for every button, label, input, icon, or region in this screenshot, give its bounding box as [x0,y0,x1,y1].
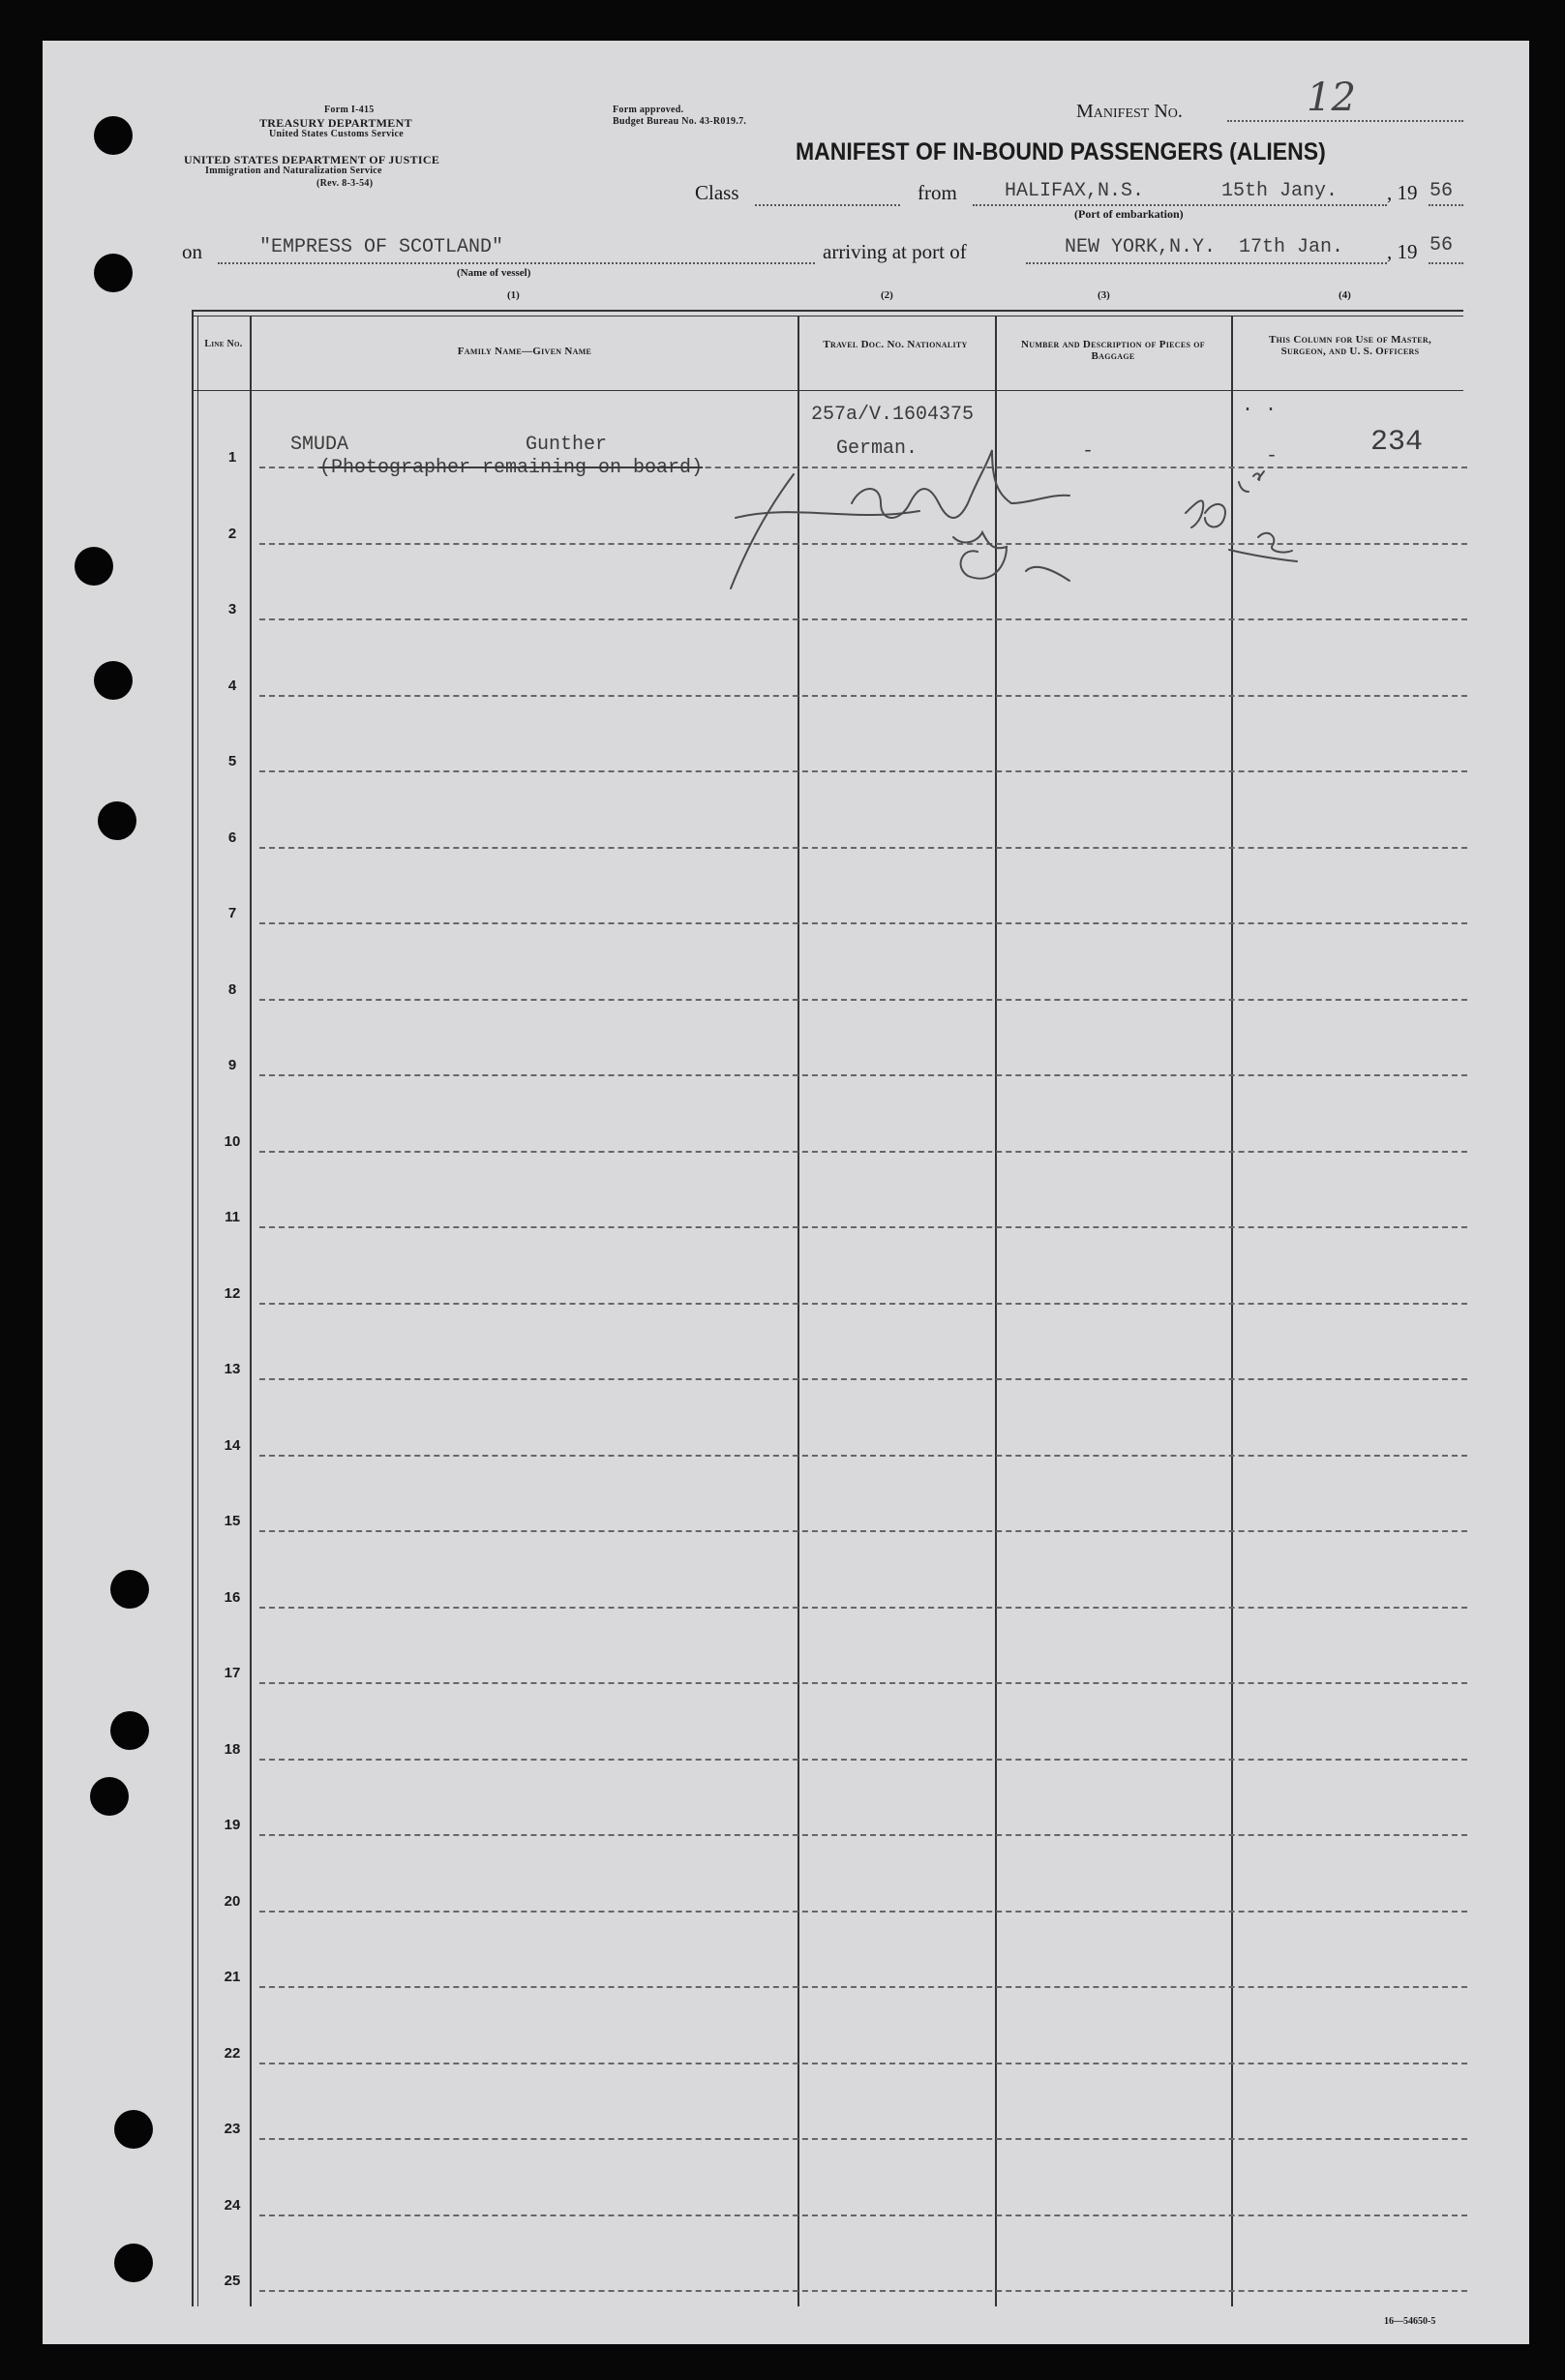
punch-hole [114,2244,153,2282]
punch-hole [110,1711,149,1750]
port-embarkation-line [973,204,1387,206]
manifest-number-line [1227,120,1463,122]
arriving-label: arriving at port of [823,240,967,263]
table-row-line [259,1226,1467,1228]
row-number: 11 [225,1209,240,1225]
punch-hole [114,2110,153,2149]
column-header-officers: This Column for Use of Master, Surgeon, and U. S. Officers [1268,334,1431,357]
row-number: 23 [224,2121,241,2137]
table-row-line [259,1834,1467,1836]
footer-code: 16—54650-5 [1384,2316,1436,2327]
given-name: Gunther [526,434,608,456]
table-left-border-inner [197,316,198,2306]
from-label: from [918,181,957,204]
row-number: 25 [224,2273,241,2289]
punch-hole [110,1570,149,1609]
row-number: 13 [224,1361,241,1377]
column-header-baggage: Number and Description of Pieces of Baggage [1021,339,1205,362]
column-number: (3) [1098,289,1110,301]
row-number: 15 [224,1513,241,1529]
page-title: MANIFEST OF IN-BOUND PASSENGERS (ALIENS) [796,138,1326,166]
table-row-line [259,1378,1467,1380]
table-row-line [259,1986,1467,1988]
arrival-port: NEW YORK,N.Y. [1065,236,1217,258]
officer-marks: . . [1242,395,1278,417]
table-row-line [259,999,1467,1001]
row-number: 18 [224,1740,241,1758]
form-revision: (Rev. 8-3-54) [316,178,374,189]
passenger-remark: (Photographer remaining on board) [319,457,704,479]
column-divider [250,316,252,2306]
family-name: SMUDA [290,434,349,456]
justice-department: UNITED STATES DEPARTMENT OF JUSTICE [184,153,440,166]
officer-note: 234 [1370,426,1424,459]
row-number: 2 [227,525,237,542]
row-number: 9 [227,1057,237,1073]
table-header-rule [192,390,1463,391]
punch-hole [94,661,133,700]
row-number: 1 [227,449,237,466]
table-row-line [259,2138,1467,2140]
arrival-year-prefix: , 19 [1387,240,1418,263]
column-number: (4) [1339,289,1351,301]
row-number: 6 [227,828,237,846]
travel-document-number: 257a/V.1604375 [811,404,975,426]
vessel-line [218,262,815,264]
punch-hole [94,254,133,292]
on-label: on [182,240,202,263]
manifest-sheet [43,41,1529,2344]
table-left-border [192,310,194,2306]
table-row-line [259,847,1467,849]
table-row-line [259,1682,1467,1684]
row-number: 3 [227,601,237,618]
column-divider [1231,316,1233,2306]
row-number: 4 [227,677,237,694]
row-number: 21 [224,1969,241,1985]
officer-marks: - [1266,445,1279,467]
column-number: (1) [507,289,520,301]
table-row-line [259,2063,1467,2064]
nationality: German. [836,437,918,460]
vessel-name: "EMPRESS OF SCOTLAND" [259,236,504,258]
manifest-number-value: 12 [1307,75,1356,120]
form-number: Form I-415 [324,105,375,115]
arrival-date: 17th Jan. [1239,236,1344,258]
table-row-line [259,2290,1467,2292]
class-label: Class [695,181,739,204]
table-row-line [259,922,1467,924]
row-number: 17 [224,1665,241,1681]
table-row-line [259,1455,1467,1457]
departure-year-line [1429,204,1463,206]
row-number: 19 [224,1817,241,1833]
table-row-line [259,1607,1467,1609]
arrival-year-line [1429,262,1463,264]
arrival-year: 56 [1430,234,1454,256]
punch-hole [94,116,133,155]
column-number: (2) [881,289,893,301]
class-line [755,204,900,206]
table-row-line [259,2214,1467,2216]
column-header-travel-doc: Travel Doc. No. Nationality [823,339,968,350]
column-header-line: Line No. [204,339,243,349]
form-approved: Form approved. [613,105,684,115]
punch-hole [90,1777,129,1816]
column-divider [798,316,799,2306]
row-number: 20 [224,1892,241,1910]
table-row-line [259,1911,1467,1913]
row-number: 8 [227,980,237,998]
table-top-rule [192,310,1463,312]
table-row-line [259,1530,1467,1532]
column-divider [995,316,997,2306]
baggage-count: - [1082,440,1095,463]
customs-service: United States Customs Service [269,129,404,139]
departure-year-prefix: , 19 [1387,181,1418,204]
row-number: 24 [224,2196,241,2214]
port-caption: (Port of embarkation) [1074,207,1184,221]
row-number: 5 [227,753,237,769]
table-row-line [259,543,1467,545]
table-row-line [259,1074,1467,1076]
treasury-department: TREASURY DEPARTMENT [259,116,412,130]
table-row-line [259,1303,1467,1305]
budget-bureau: Budget Bureau No. 43-R019.7. [613,116,747,127]
departure-date: 15th Jany. [1221,180,1339,202]
manifest-number-label: Manifest No. [1076,101,1183,122]
immigration-service: Immigration and Naturalization Service [205,166,382,176]
row-number: 12 [224,1284,241,1302]
row-number: 7 [227,905,237,921]
table-row-line [259,695,1467,697]
row-number: 16 [224,1588,241,1606]
table-row-line [259,770,1467,772]
departure-year: 56 [1430,180,1454,202]
vessel-caption: (Name of vessel) [457,267,531,279]
table-row-line [259,1759,1467,1761]
punch-hole [98,801,136,840]
arrival-port-line [1026,262,1387,264]
table-row-line [259,1151,1467,1153]
row-number: 10 [224,1132,241,1150]
row-number: 22 [224,2044,241,2062]
punch-hole [75,547,113,586]
column-header-name: Family Name—Given Name [457,346,592,357]
port-of-embarkation: HALIFAX,N.S. [1005,180,1145,202]
table-row-line [259,618,1467,620]
row-number: 14 [224,1436,241,1454]
